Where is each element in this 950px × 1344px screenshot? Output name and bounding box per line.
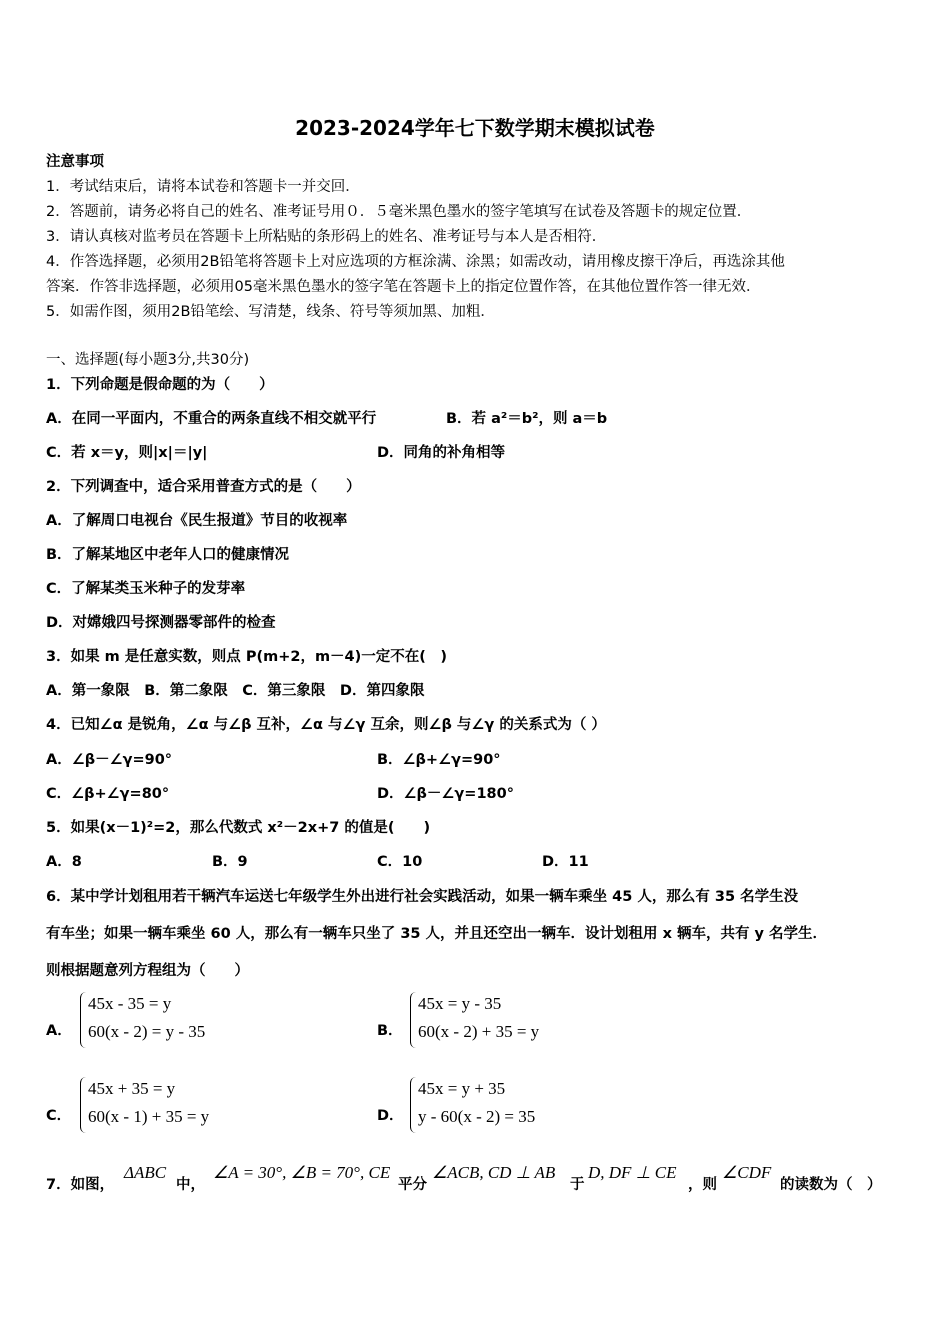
brace-symbol: [80, 992, 87, 1048]
q6-option-b-system: [410, 992, 610, 1050]
q7-text-6: 的读数为（ ）: [780, 1177, 882, 1193]
q6-option-c-label: C．: [46, 1108, 72, 1124]
brace-symbol: [410, 992, 417, 1048]
q1-stem: 1．下列命题是假命题的为（ ）: [46, 377, 274, 393]
q5-stem: 5．如果(x－1)²=2，那么代数式 x²－2x+7 的值是( ): [46, 820, 431, 836]
q1-option-b: B．若 a²＝b²，则 a＝b: [446, 411, 608, 427]
q3-options: A．第一象限 B．第二象限 C．第三象限 D．第四象限: [46, 683, 425, 699]
brace-symbol: [80, 1077, 87, 1133]
q5-option-d: D．11: [542, 854, 589, 870]
q7-text-5: ，则: [688, 1177, 717, 1193]
notice-item-1: 1．考试结束后，请将本试卷和答题卡一并交回．: [46, 179, 360, 195]
equation: 60(x - 2) + 35 = y: [418, 1022, 540, 1041]
equation: 45x + 35 = y: [88, 1079, 176, 1098]
q1-option-a: A．在同一平面内，不重合的两条直线不相交就平行: [46, 411, 377, 427]
equation: y - 60(x - 2) = 35: [418, 1107, 536, 1126]
q7-text-3: 平分: [398, 1177, 427, 1193]
equation: 60(x - 2) = y - 35: [88, 1022, 206, 1041]
q7-text-4: 于: [570, 1177, 585, 1193]
q7-math-bisector: ∠ACB, CD ⊥ AB: [432, 1163, 556, 1182]
q4-option-a: A．∠β－∠γ=90°: [46, 752, 173, 768]
q7-math-cdf: ∠CDF: [722, 1163, 772, 1182]
q4-option-d: D．∠β－∠γ=180°: [377, 786, 514, 802]
q7-math-angles: ∠A = 30°, ∠B = 70°, CE: [213, 1163, 391, 1182]
q1-option-c: C．若 x＝y，则|x|＝|y|: [46, 445, 208, 461]
notice-item-2: 2．答题前，请务必将自己的姓名、准考证号用０．５毫米黑色墨水的签字笔填写在试卷及答题卡的规定位置．: [46, 204, 752, 220]
q5-option-a: A．8: [46, 854, 82, 870]
notice-item-4-cont: 答案．作答非选择题，必须用05毫米黑色墨水的签字笔在答题卡上的指定位置作答，在其他位置作答一律无效．: [46, 279, 761, 295]
q7-text-2: 中，: [176, 1177, 205, 1193]
q1-option-d: D．同角的补角相等: [377, 445, 506, 461]
q2-option-b: B．了解某地区中老年人口的健康情况: [46, 547, 290, 563]
q5-option-c: C．10: [377, 854, 423, 870]
notice-heading: 注意事项: [46, 154, 104, 170]
page-title: 2023-2024学年七下数学期末模拟试卷: [295, 116, 655, 140]
q6-option-a-system: [80, 992, 280, 1050]
equation: 45x - 35 = y: [88, 994, 172, 1013]
notice-item-3: 3．请认真核对监考员在答题卡上所粘贴的条形码上的姓名、准考证号与本人是否相符．: [46, 229, 607, 245]
q6-stem-line-3: 则根据题意列方程组为（ ）: [46, 963, 249, 979]
q6-option-d-label: D．: [377, 1108, 404, 1124]
q6-stem-line-1: 6．某中学计划租用若干辆汽车运送七年级学生外出进行社会实践活动，如果一辆车乘坐 45 人，那么有 35 名学生没: [46, 889, 799, 905]
q6-stem-line-2: 有车坐；如果一辆车乘坐 60 人，那么有一辆车只坐了 35 人，并且还空出一辆车．设计划租用 x 辆车，共有 y 名学生．: [46, 926, 828, 942]
q6-option-d-system: [410, 1077, 610, 1135]
brace-symbol: [410, 1077, 417, 1133]
q7-math-perpendicular: D, DF ⊥ CE: [588, 1163, 677, 1182]
notice-item-5: 5．如需作图，须用2B铅笔绘、写清楚，线条、符号等须加黑、加粗．: [46, 304, 495, 320]
notice-item-4: 4．作答选择题，必须用2B铅笔将答题卡上对应选项的方框涂满、涂黑；如需改动，请用橡皮擦干净后，再选涂其他: [46, 254, 785, 270]
q4-option-b: B．∠β+∠γ=90°: [377, 752, 501, 768]
q2-option-a: A．了解周口电视台《民生报道》节目的收视率: [46, 513, 348, 529]
q7-text-1: 7．如图，: [46, 1177, 115, 1193]
q6-option-b-label: B．: [377, 1023, 403, 1039]
q7-math-triangle: ΔABC: [124, 1163, 167, 1182]
equation: 45x = y - 35: [418, 994, 502, 1013]
q3-stem: 3．如果 m 是任意实数，则点 P(m+2，m－4)一定不在( ): [46, 649, 448, 665]
q2-option-d: D．对嫦娥四号探测器零部件的检查: [46, 615, 276, 631]
q6-option-a-label: A．: [46, 1023, 72, 1039]
equation: 45x = y + 35: [418, 1079, 506, 1098]
q4-stem: 4．已知∠α 是锐角，∠α 与∠β 互补，∠α 与∠γ 互余，则∠β 与∠γ 的关系式为（ ）: [46, 717, 606, 733]
q6-option-c-system: [80, 1077, 280, 1135]
section-heading: 一、选择题(每小题3分,共30分): [46, 352, 250, 368]
q5-option-b: B．9: [212, 854, 248, 870]
q4-option-c: C．∠β+∠γ=80°: [46, 786, 170, 802]
equation: 60(x - 1) + 35 = y: [88, 1107, 210, 1126]
q2-option-c: C．了解某类玉米种子的发芽率: [46, 581, 246, 597]
q2-stem: 2．下列调查中，适合采用普查方式的是（ ）: [46, 479, 361, 495]
